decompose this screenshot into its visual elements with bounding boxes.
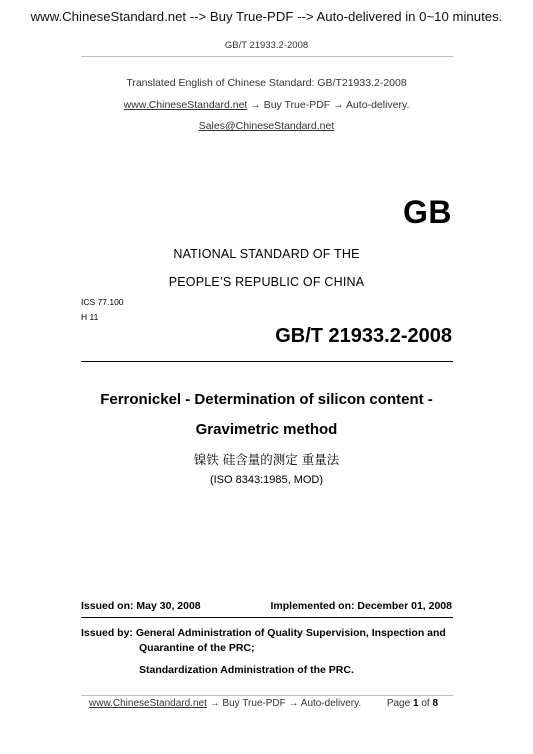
national-standard-line1: NATIONAL STANDARD OF THE (173, 247, 360, 261)
header-doc-code: GB/T 21933.2-2008 (224, 40, 309, 51)
page-indicator (387, 698, 438, 709)
gb-mark: GB (403, 194, 452, 230)
national-standard-line2: PEOPLE’S REPUBLIC OF CHINA (168, 275, 365, 289)
page-total: 8 (432, 698, 438, 709)
h-code: H 11 (81, 312, 99, 322)
buy-text: → Buy True-PDF → Auto-delivery. (247, 99, 410, 111)
page-number: 1 (412, 698, 419, 709)
issued-by (81, 626, 461, 656)
site-link[interactable]: www.ChineseStandard.net (123, 99, 248, 111)
page-label: Page (386, 698, 411, 709)
footer-buy-line (89, 698, 361, 709)
title-divider (81, 361, 453, 362)
of-label: of (421, 698, 430, 709)
buy-line (0, 99, 533, 111)
top-banner: www.ChineseStandard.net --> Buy True-PDF --> Auto-delivered in 0~10 minutes. (30, 9, 503, 24)
iso-reference: (ISO 8343:1985, MOD) (209, 474, 324, 486)
issued-on: Issued on: May 30, 2008 (81, 600, 201, 612)
standardization-administration: Standardization Administration of the PRC. (139, 664, 354, 676)
title-line2: Gravimetric method (195, 421, 338, 438)
title-line1: Ferronickel - Determination of silicon content - (100, 391, 433, 408)
footer-divider (81, 695, 453, 696)
implemented-on: Implemented on: December 01, 2008 (270, 600, 452, 612)
issued-by-line1: Issued by: General Administration of Quality Supervision, Inspection and (81, 627, 446, 639)
header-divider (81, 56, 453, 57)
footer-buy-text: → Buy True-PDF → Auto-delivery. (206, 698, 362, 709)
ics-code: ICS 77.100 (81, 297, 124, 307)
email-link[interactable]: Sales@ChineseStandard.net (198, 120, 335, 132)
issued-by-line2: Quarantine of the PRC; (139, 642, 255, 654)
email-line (0, 120, 533, 132)
standard-number: GB/T 21933.2-2008 (275, 325, 452, 347)
translated-note: Translated English of Chinese Standard: GB/T21933.2-2008 (126, 77, 407, 89)
issue-divider (81, 617, 453, 618)
footer-site-link[interactable]: www.ChineseStandard.net (89, 698, 207, 709)
title-chinese: 镍铁 硅含量的测定 重量法 (193, 452, 340, 467)
